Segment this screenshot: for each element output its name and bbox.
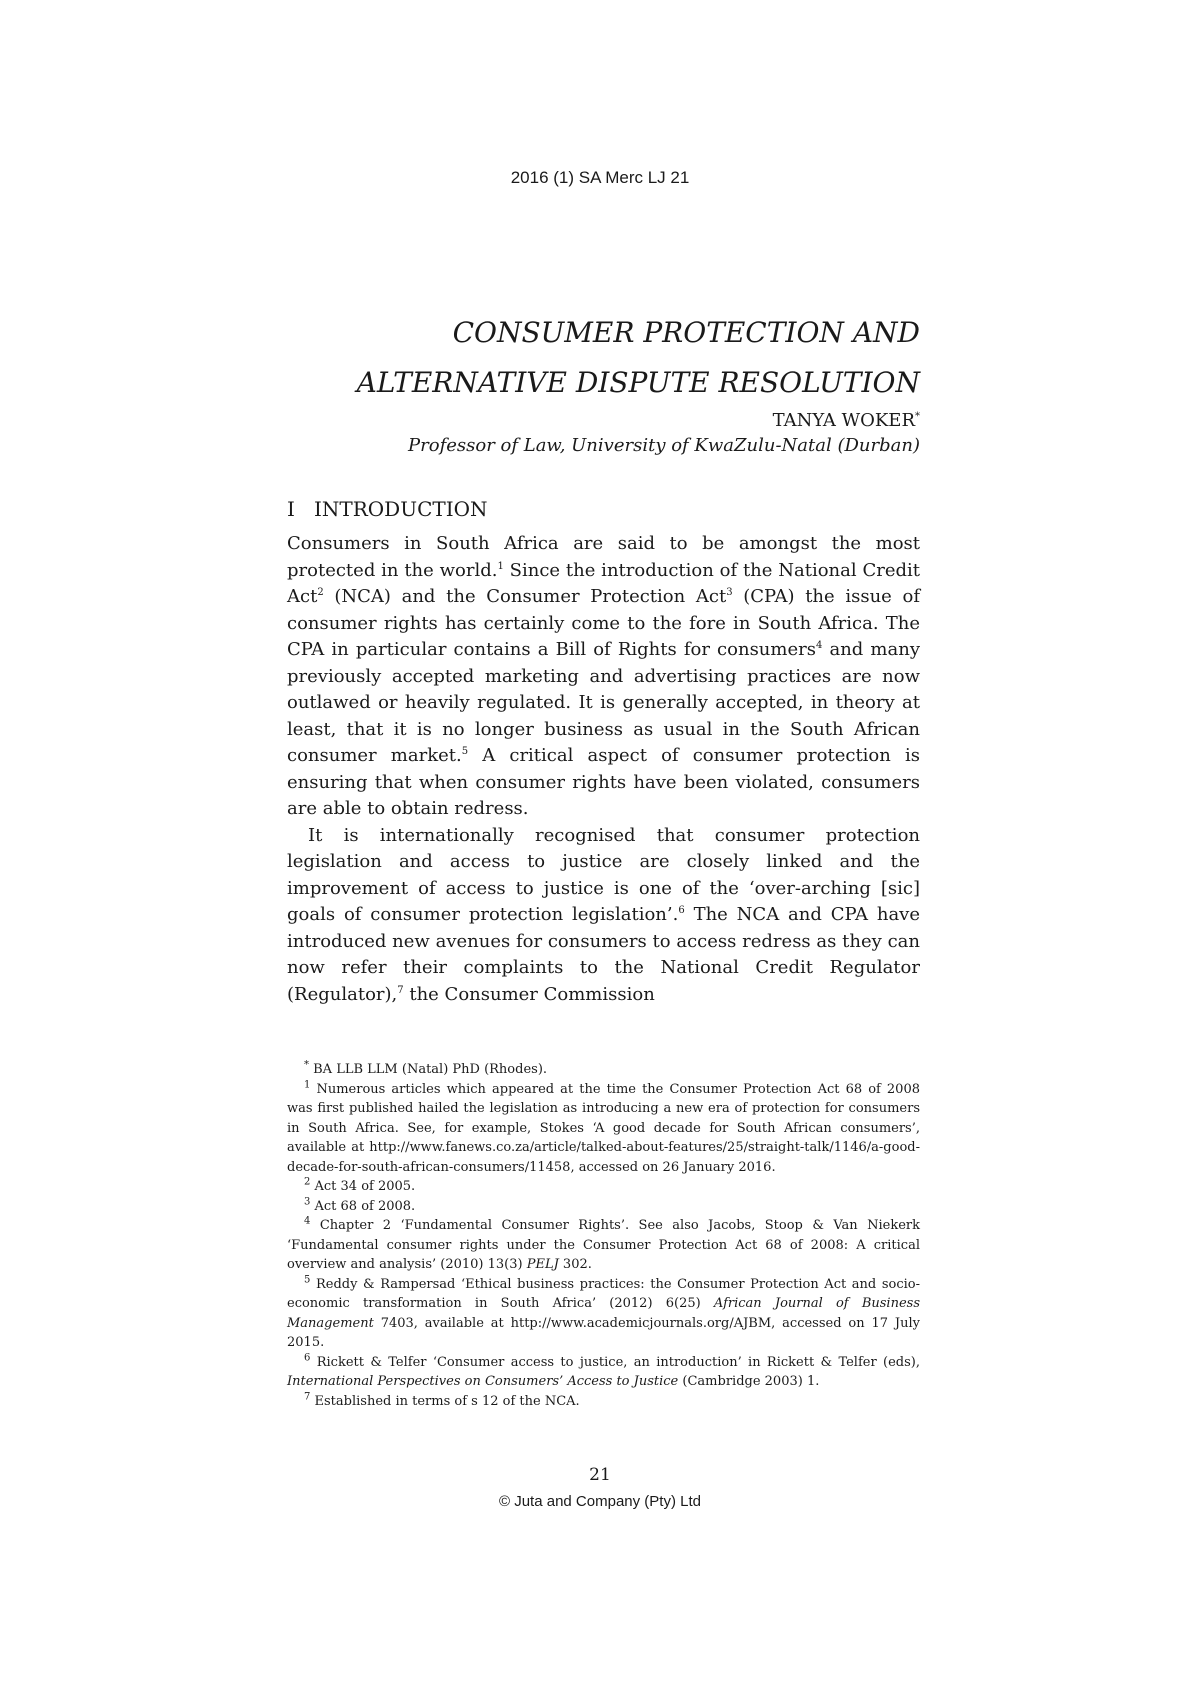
footnote-6 (287, 1353, 920, 1392)
text-run: It is internationally recognised that consumer protection legislation and access to justice are closely linked and the improvement of access to justice is one of the ‘over-arching [sic] goals of consumer protection legislation’. (287, 824, 920, 925)
footnote-text: Act 34 of 2005. (310, 1179, 416, 1194)
text-run: The NCA and CPA have introduced new avenues for consumers to access redress as they can now refer their complaints to the National Credit Regulator (Regulator), (287, 904, 921, 1005)
footnote-7 (287, 1392, 920, 1412)
title-line-2: ALTERNATIVE DISPUTE RESOLUTION (356, 366, 920, 399)
footnote-marker: 6 (304, 1352, 311, 1364)
footnote-ref-4[interactable]: 4 (815, 640, 823, 651)
footnote-marker: 1 (304, 1079, 311, 1091)
footnote-ref-1[interactable]: 1 (497, 560, 504, 572)
section-number: I (287, 497, 295, 521)
footnote-marker: 5 (304, 1274, 311, 1286)
text-run: A critical aspect of consumer protection is ensuring that when consumer rights have been violated, consumers are able to obtain redress. (287, 745, 920, 819)
footnote-ref-3[interactable]: 3 (726, 587, 733, 598)
footnote-text: Numerous articles which appeared at the time the Consumer Protection Act 68 of 2008 was first published hailed the legislation as introducing a new era of protection for consumers in South Africa. See, for example, Stokes ‘A good decade for South African consumers’, available at http://www.fanews.co.za/article/talked-about-features/25/straight-talk/1146/a-good-decade-for-south-african-consumers/11458, accessed on 26 January 2016. (287, 1081, 920, 1175)
footnote-italic: PELJ (526, 1257, 559, 1272)
copyright-notice: © Juta and Company (Pty) Ltd (499, 1493, 701, 1510)
footnote-text: Chapter 2 ‘Fundamental Consumer Rights’. See also Jacobs, Stoop & Van Niekerk ‘Fundamental consumer rights under the Consumer Protection Act 68 of 2008: A critical overview and analysis’ (2010) 13(3) (287, 1218, 920, 1272)
footnote-marker: 3 (304, 1196, 311, 1208)
footnote-text: (Cambridge 2003) 1. (678, 1374, 820, 1389)
title-line-1: CONSUMER PROTECTION AND (452, 316, 920, 349)
footnote-4 (287, 1216, 920, 1275)
section-title: INTRODUCTION (313, 497, 488, 521)
footnote-italic: African Journal of Business Management (287, 1296, 920, 1331)
author-footnote-marker[interactable]: * (915, 411, 920, 422)
author-name-text: TANYA WOKER (772, 410, 915, 431)
text-run: the Consumer Commission (403, 983, 655, 1005)
paragraph-2 (287, 823, 920, 1009)
footnote-ref-6[interactable]: 6 (678, 905, 685, 916)
footnote-2 (287, 1177, 920, 1197)
footnote-5 (287, 1275, 920, 1353)
footnotes (287, 1060, 920, 1411)
footnote-text: Established in terms of s 12 of the NCA. (310, 1393, 580, 1409)
paragraph-1 (287, 531, 920, 823)
footnote-text: 302. (558, 1257, 592, 1272)
text-run: (NCA) and the Consumer Protection Act (323, 586, 727, 607)
text-run: (CPA) the issue of consumer rights has certainly come to the fore in South Africa. The CPA in particular contains a Bill of Rights for consumers (287, 586, 920, 660)
footnote-author (287, 1060, 920, 1080)
footnote-1 (287, 1080, 920, 1178)
footnote-text: Rickett & Telfer ‘Consumer access to justice, an introduction’ in Rickett & Telfer (eds), (310, 1354, 920, 1370)
footnote-ref-5[interactable]: 5 (461, 746, 469, 757)
text-run: Since the introduction of the National Credit Act (287, 559, 920, 607)
section-heading (287, 497, 488, 521)
body-text (287, 531, 920, 1008)
author-affiliation: Professor of Law, University of KwaZulu-Natal (Durban) (408, 435, 920, 456)
author-name (400, 410, 920, 431)
footnote-text: 7403, available at http://www.academicjournals.org/AJBM, accessed on 17 July 2015. (287, 1315, 920, 1350)
footnote-text: BA LLB LLM (Natal) PhD (Rhodes). (309, 1062, 548, 1077)
text-run: and many previously accepted marketing and advertising practices are now outlawed or heavily regulated. It is generally accepted, in theory at least, that it is no longer business as usual in the South African consumer market. (287, 639, 920, 766)
footnote-ref-2[interactable]: 2 (317, 587, 324, 598)
text-run: Consumers in South Africa are said to be amongst the most protected in the world. (287, 533, 920, 581)
footnote-marker: 2 (304, 1176, 311, 1188)
footnote-marker: * (304, 1059, 309, 1071)
footnote-ref-7[interactable]: 7 (397, 984, 404, 996)
footnote-italic: International Perspectives on Consumers’ Access to Justice (287, 1374, 679, 1389)
footnote-marker: 4 (304, 1215, 311, 1227)
footnote-text: Reddy & Rampersad ‘Ethical business practices: the Consumer Protection Act and socio-economic transformation in South Africa’ (2012) 6(25) (287, 1276, 920, 1311)
page-number: 21 (589, 1465, 611, 1485)
footnote-text: Act 68 of 2008. (310, 1198, 416, 1214)
running-header: 2016 (1) SA Merc LJ 21 (510, 168, 690, 187)
article-title (300, 308, 920, 408)
footnote-3 (287, 1197, 920, 1217)
footnote-marker: 7 (304, 1391, 311, 1403)
